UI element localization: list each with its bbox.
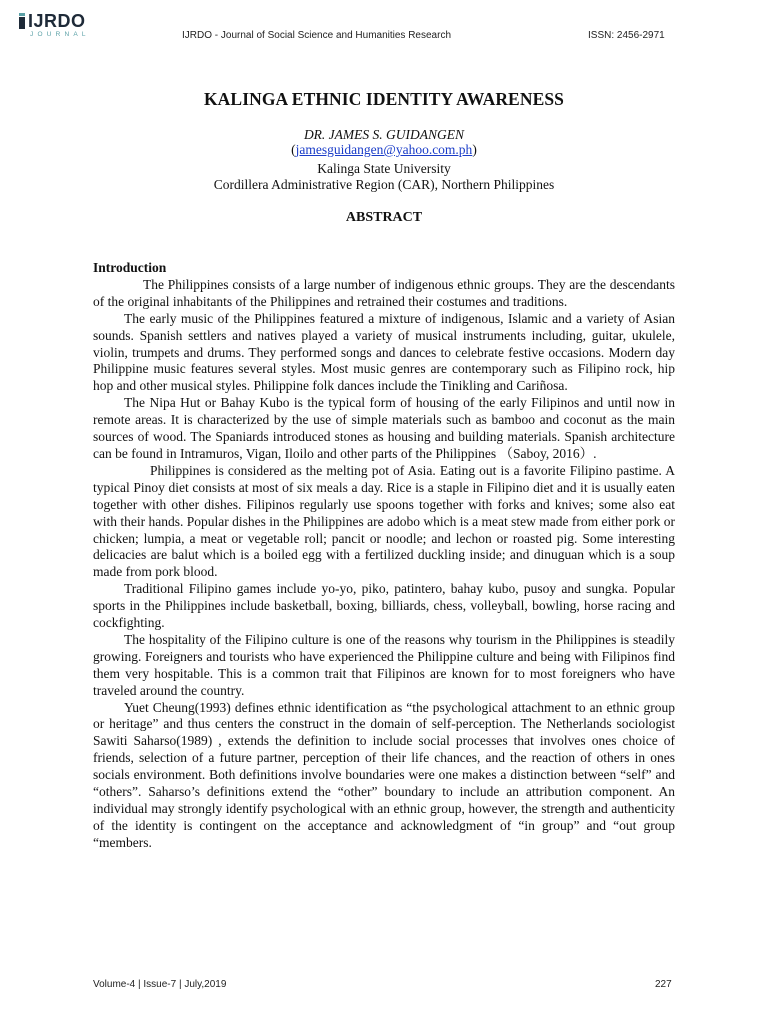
- abstract-heading: ABSTRACT: [345, 210, 423, 225]
- logo-text: IJRDO: [28, 11, 86, 31]
- volume-info: Volume-4 | Issue-7 | July,2019: [93, 979, 227, 990]
- page-number: 227: [655, 979, 672, 990]
- paragraph: Traditional Filipino games include yo-yo, piko, patintero, bahay kubo, pusoy and sungka. Popular sports in the Philippines include basketball, boxing, billiards, chess, volleyball, bowling, horse racing and cockfighting.: [93, 581, 675, 631]
- logo-subtext: JOURNAL: [30, 31, 90, 38]
- author-email-line: [0, 142, 768, 158]
- author-email-link[interactable]: jamesguidangen@yahoo.com.ph: [295, 142, 473, 157]
- journal-logo: [18, 12, 108, 44]
- logo-mark-icon: [18, 13, 27, 29]
- paragraph: Philippines is considered as the melting pot of Asia. Eating out is a favorite Filipino pastime. A typical Pinoy diet consists at most of six meals a day. Rice is a staple in Filipino diet and it is usually eaten together with other dishes. Filipinos regularly use spoons together with forks and knives; some also eat with their hands. Popular dishes in the Philippines are adobo which is a meat stew made from either pork or chicken; lumpia, a meat or vegetable roll; pancit or noodle; and lechon or roasted pig. Some interesting delicacies are balut which is a boiled egg with a fertilized duckling inside; and dinuguan which is a soup made from pork blood.: [93, 462, 675, 580]
- email-open-paren: (: [291, 142, 296, 157]
- paragraph: The early music of the Philippines featured a mixture of indigenous, Islamic and a variety of Asian sounds. Spanish settlers and natives played a variety of musical instruments including, guitar, ukulele, violin, trumpets and drums. They performed songs and dances to celebrate festive occasions. Modern day Philippine music features several styles. Most music genres are contemporary such as Filipino rock, hip hop and other musical styles. Philippine folk dances include the Tinikling and Cariñosa.: [93, 310, 675, 394]
- author-region: Cordillera Administrative Region (CAR), Northern Philippines: [213, 177, 555, 192]
- issn: ISSN: 2456-2971: [588, 30, 665, 41]
- article-body: [93, 260, 675, 852]
- paragraph: Yuet Cheung(1993) defines ethnic identification as “the psychological attachment to an ethnic group or heritage” and thus centers the construct in the domain of self-perception. The Netherlands sociologist Sawiti Saharso(1989) , extends the definition to include social processes that involves ones choice of friends, selection of a future partner, perception of their life chances, and the reaction of others in ones socials environment. Both definitions involve boundaries were one makes a distinction between “self” and “others”. Saharso’s definitions extend the “other” boundary to include an attribution component. An individual may strongly identify psychological with an ethnic group, however, the strength and authenticity of the identity is contingent on the acceptance and acknowledgment of “in group” and “out group “members.: [93, 699, 675, 850]
- article-title: KALINGA ETHNIC IDENTITY AWARENESS: [203, 89, 565, 109]
- paragraph: The Philippines consists of a large number of indigenous ethnic groups. They are the descendants of the original inhabitants of the Philippines and retrained their costumes and traditions.: [93, 276, 675, 309]
- email-close-paren: ): [472, 142, 477, 157]
- paragraph: The Nipa Hut or Bahay Kubo is the typical form of housing of the early Filipinos and until now in remote areas. It is characterized by the use of simple materials such as bamboo and coconut as the main sources of wood. The Spaniards introduced stones as housing and building materials. Spanish architecture can be found in Intramuros, Vigan, Iloilo and other parts of the Philippines （Saboy, 2016）.: [93, 395, 675, 461]
- paragraph: The hospitality of the Filipino culture is one of the reasons why tourism in the Philippines is steadily growing. Foreigners and tourists who have experienced the Philippine culture and being with Filipinos find them very hospitable. This is a common trait that Filipinos are known for to most foreigners who have traveled around the country.: [93, 631, 675, 698]
- journal-name: IJRDO - Journal of Social Science and Humanities Research: [182, 30, 452, 41]
- author-affiliation: Kalinga State University: [317, 161, 451, 176]
- author-name: DR. JAMES S. GUIDANGEN: [303, 127, 465, 142]
- section-heading: Introduction: [93, 260, 167, 275]
